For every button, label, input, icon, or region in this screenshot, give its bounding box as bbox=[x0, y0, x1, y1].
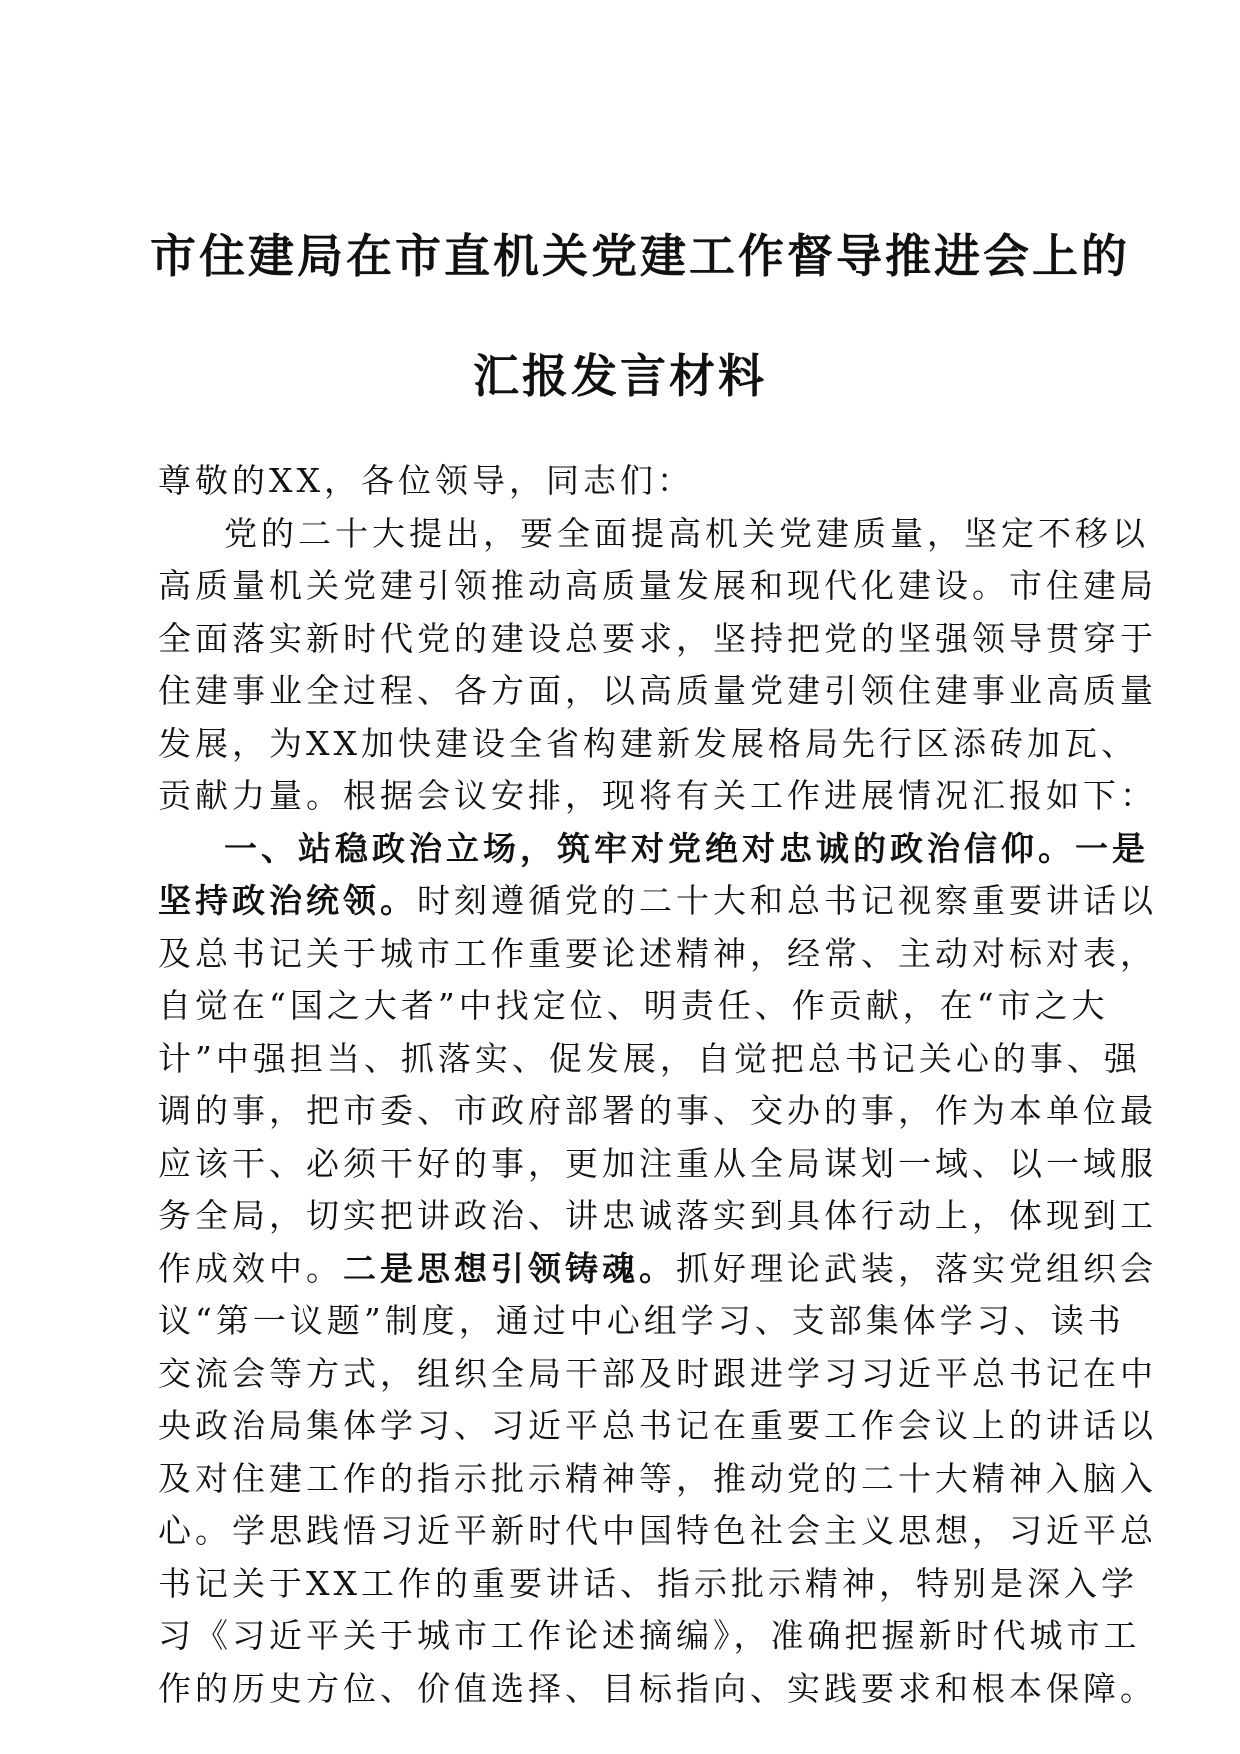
paragraph-line: 交流会等方式，组织全局干部及时跟进学习习近平总书记在中 bbox=[158, 1353, 1157, 1393]
paragraph-line: 计”中强担当、抓落实、促发展，自觉把总书记关心的事、强 bbox=[158, 1038, 1141, 1078]
paragraph-line: 贡献力量。根据会议安排，现将有关工作进展情况汇报如下： bbox=[158, 776, 1157, 815]
document-title-line-1: 市住建局在市直机关党建工作督导推进会上的 bbox=[150, 229, 1130, 283]
paragraph-line: 央政治局集体学习、习近平总书记在重要工作会议上的讲话以 bbox=[158, 1406, 1157, 1445]
paragraph-line: 发展，为XX加快建设全省构建新发展格局先行区添砖加瓦、 bbox=[158, 723, 1138, 763]
section-heading: 一、站稳政治立场，筑牢对党绝对忠诚的政治信仰。一是 bbox=[224, 828, 1149, 868]
salutation: 尊敬的XX，各位领导，同志们： bbox=[158, 461, 694, 500]
paragraph-line bbox=[158, 875, 1157, 928]
paragraph-line: 自觉在“国之大者”中找定位、明责任、作贡献，在“市之大 bbox=[158, 986, 1109, 1025]
document-title-line-2: 汇报发言材料 bbox=[473, 349, 767, 403]
paragraph-line: 党的二十大提出，要全面提高机关党建质量，坚定不移以 bbox=[224, 513, 1149, 553]
paragraph-line: 议“第一议题”制度，通过中心组学习、支部集体学习、读书 bbox=[158, 1301, 1125, 1340]
paragraph-line: 及对住建工作的指示批示精神等，推动党的二十大精神入脑入 bbox=[158, 1458, 1157, 1498]
paragraph-line: 全面落实新时代党的建设总要求，坚持把党的坚强领导贯穿于 bbox=[158, 618, 1157, 658]
subheading: 坚持政治统领。 bbox=[158, 881, 417, 920]
paragraph-line: 务全局，切实把讲政治、讲忠诚落实到具体行动上，体现到工 bbox=[158, 1196, 1157, 1235]
document-body bbox=[158, 455, 1157, 1715]
paragraph-line: 书记关于XX工作的重要讲话、指示批示精神，特别是深入学 bbox=[158, 1563, 1138, 1603]
subheading: 二是思想引领铸魂。 bbox=[343, 1248, 676, 1288]
paragraph-text: 抓好理论武装，落实党组织会 bbox=[676, 1248, 1157, 1288]
paragraph-line: 作的历史方位、价值选择、目标指向、实践要求和根本保障。 bbox=[158, 1668, 1157, 1708]
paragraph-line: 心。学思践悟习近平新时代中国特色社会主义思想，习近平总 bbox=[158, 1511, 1157, 1550]
paragraph-line: 住建事业全过程、各方面，以高质量党建引领住建事业高质量 bbox=[158, 671, 1157, 710]
paragraph-line: 应该干、必须干好的事，更加注重从全局谋划一域、以一域服 bbox=[158, 1143, 1157, 1183]
paragraph-text: 作成效中。 bbox=[158, 1248, 343, 1288]
paragraph-line: 习《习近平关于城市工作论述摘编》，准确把握新时代城市工 bbox=[158, 1616, 1141, 1655]
paragraph-text: 时刻遵循党的二十大和总书记视察重要讲话以 bbox=[417, 881, 1157, 920]
paragraph-line bbox=[158, 1243, 1157, 1296]
paragraph-line: 高质量机关党建引领推动高质量发展和现代化建设。市住建局 bbox=[158, 566, 1157, 605]
paragraph-line: 及总书记关于城市工作重要论述精神，经常、主动对标对表， bbox=[158, 933, 1157, 973]
paragraph-line: 调的事，把市委、市政府部署的事、交办的事，作为本单位最 bbox=[158, 1091, 1157, 1130]
